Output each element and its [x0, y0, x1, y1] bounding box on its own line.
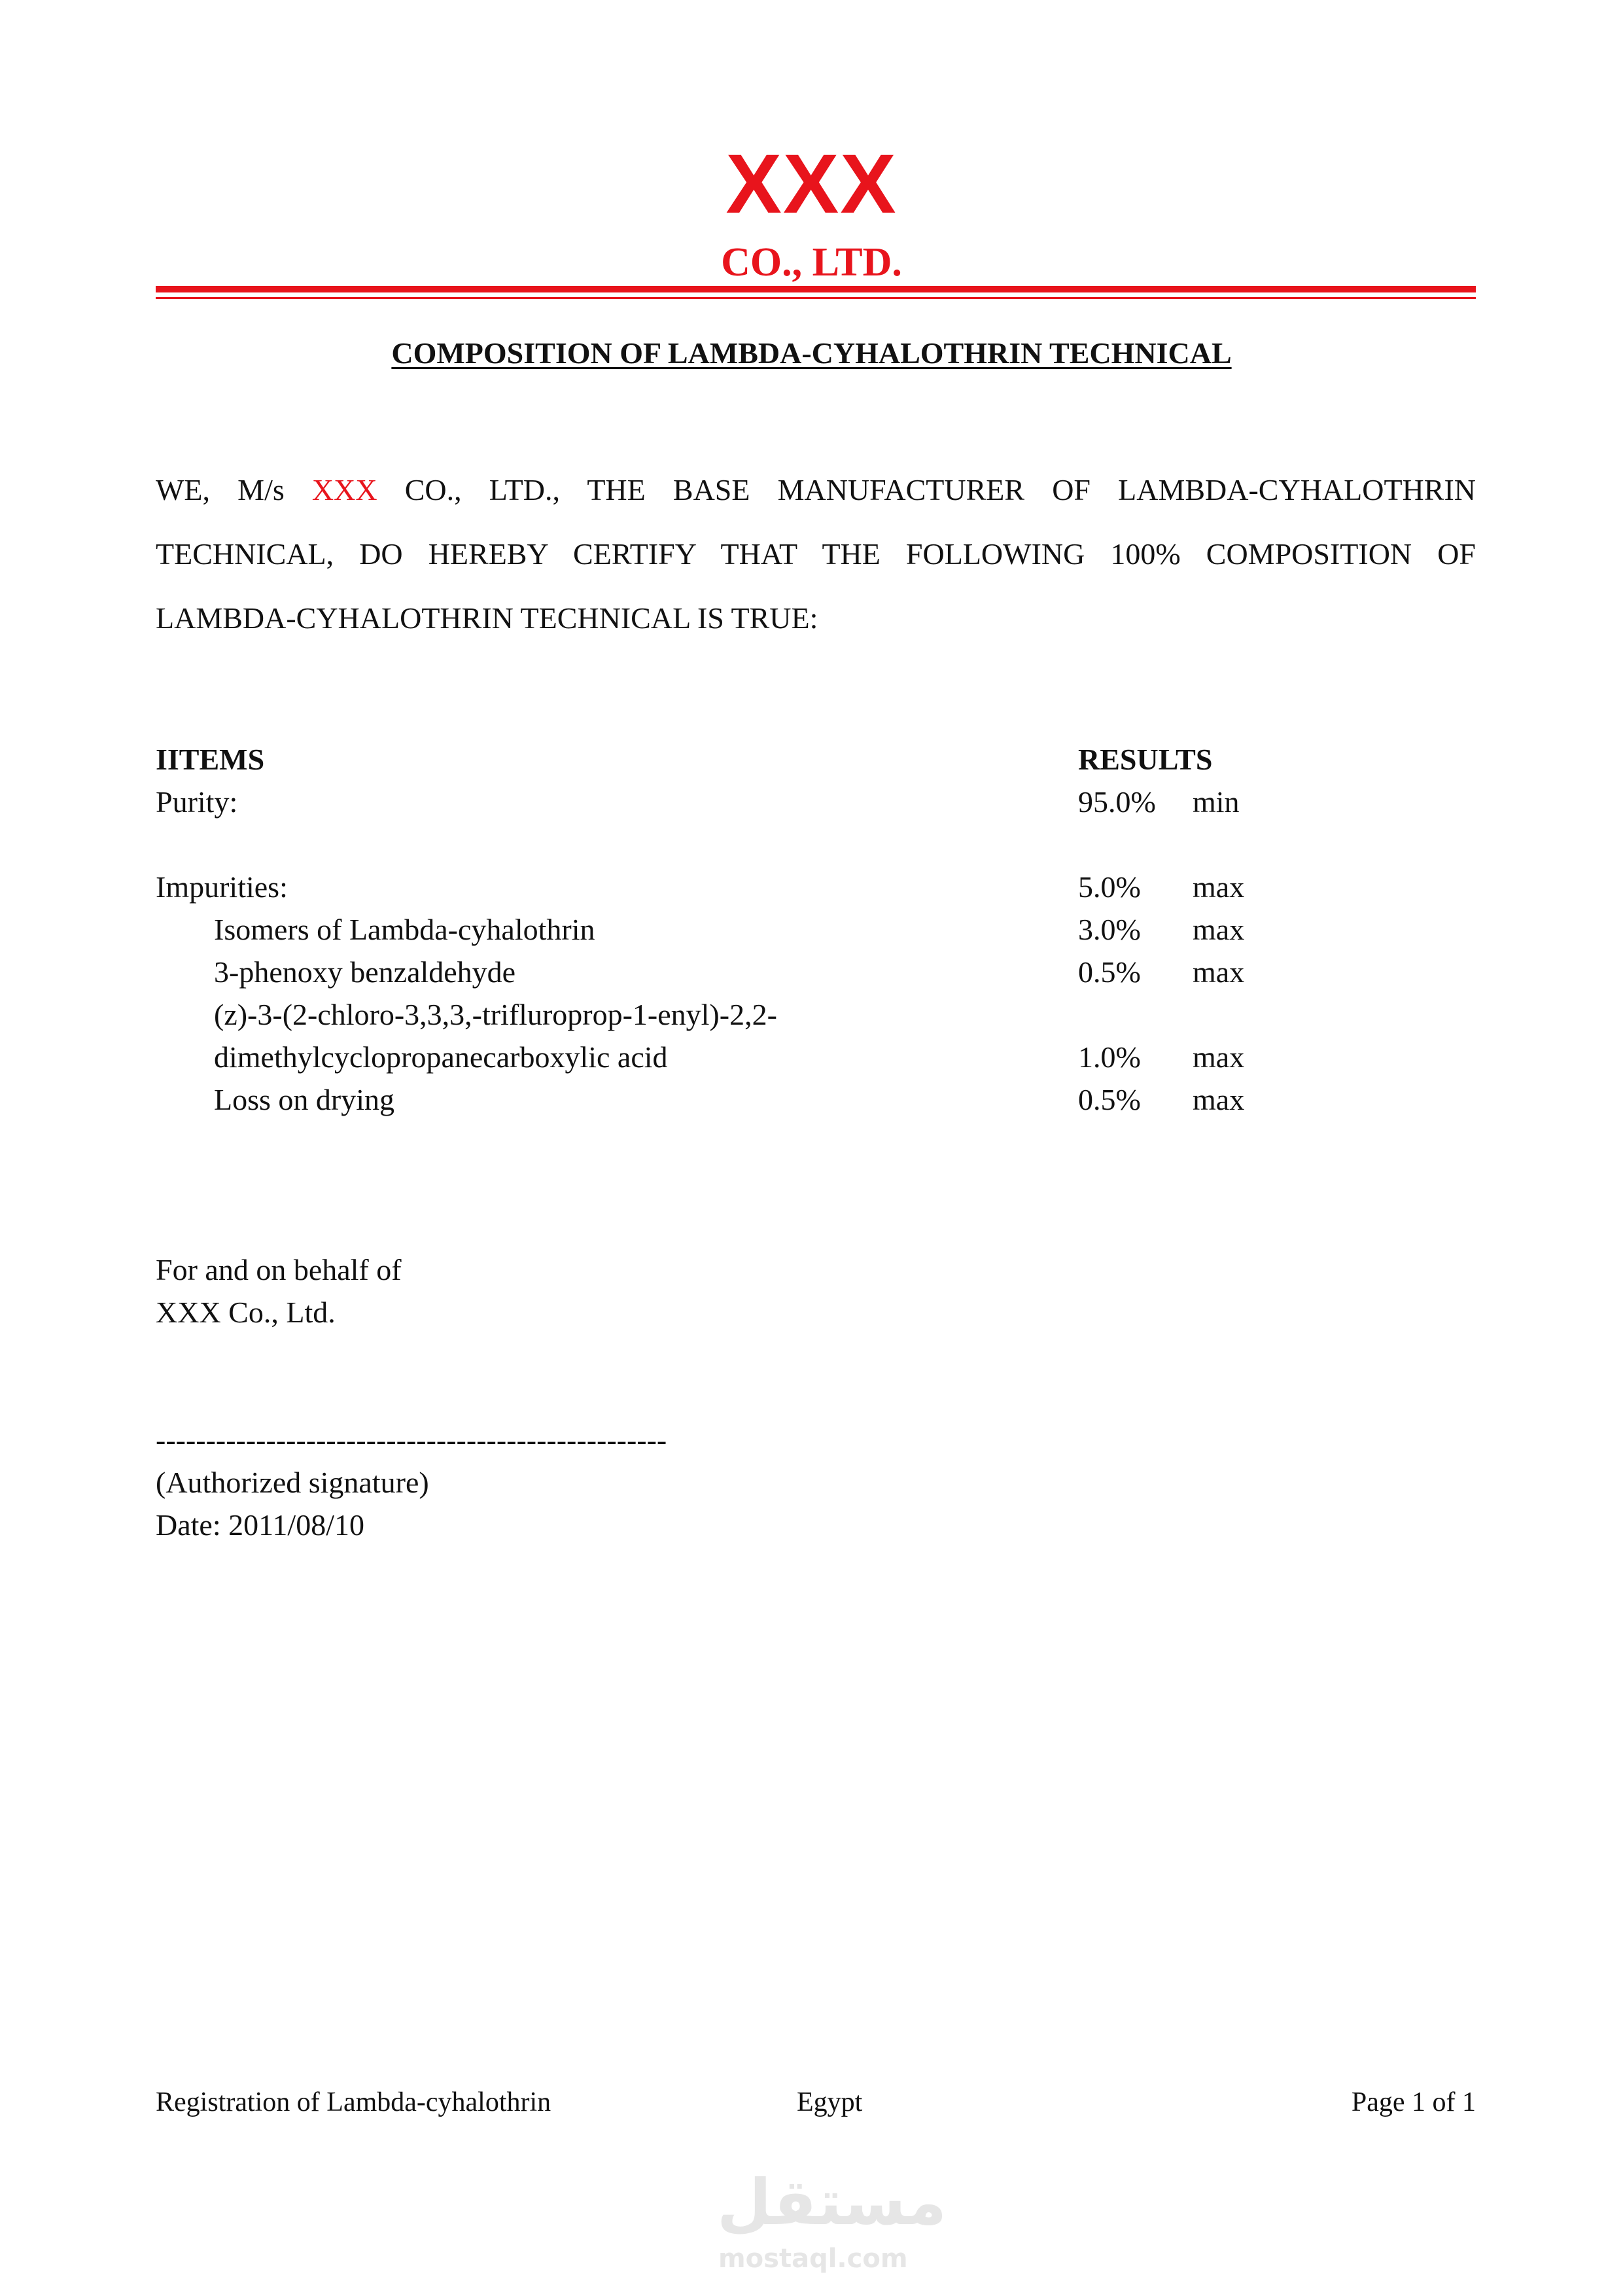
cert-prefix: WE, M/s: [156, 473, 285, 506]
cert-suffix: CO., LTD., THE BASE MANUFACTURER OF LAMBDA-CYHALOTHRIN: [404, 473, 1476, 506]
certification-paragraph: [156, 458, 1476, 650]
table-row-limit: max: [1193, 1083, 1245, 1116]
table-row-label: (z)-3-(2-chloro-3,3,3,-trifluroprop-1-enyl)-2,2-: [214, 998, 777, 1031]
table-row-label: dimethylcyclopropanecarboxylic acid: [214, 1040, 668, 1074]
mostaql-watermark-url: mostaql.com: [718, 2244, 908, 2274]
cert-company-highlight: XXX: [311, 473, 377, 506]
table-row-limit: max: [1193, 955, 1245, 989]
table-row-value: 3.0%: [1078, 913, 1141, 946]
table-row-value: 5.0%: [1078, 870, 1141, 904]
table-row-label: Loss on drying: [214, 1083, 394, 1116]
table-row-value: 0.5%: [1078, 1083, 1141, 1116]
company-logo-suffix: CO., LTD.: [721, 240, 902, 285]
table-row-label: Impurities:: [156, 870, 288, 904]
table-row-value: 1.0%: [1078, 1040, 1141, 1074]
signoff-behalf-line: For and on behalf of: [156, 1253, 402, 1286]
table-row-limit: max: [1193, 870, 1245, 904]
footer-registration: Registration of Lambda-cyhalothrin: [156, 2087, 551, 2117]
table-row-label: Isomers of Lambda-cyhalothrin: [214, 913, 595, 946]
signature-caption: (Authorized signature): [156, 1466, 429, 1499]
signoff-date: Date: 2011/08/10: [156, 1508, 364, 1542]
company-logo-mark: XXX: [725, 137, 898, 231]
table-row-value: 95.0%: [1078, 785, 1156, 819]
footer-page-number: Page 1 of 1: [1351, 2087, 1476, 2117]
table-row-label: 3-phenoxy benzaldehyde: [214, 955, 516, 989]
footer-country: Egypt: [797, 2087, 863, 2117]
table-row-limit: max: [1193, 1040, 1245, 1074]
certification-line-1: [156, 458, 1476, 522]
table-row-limit: max: [1193, 913, 1245, 946]
table-row-value: 0.5%: [1078, 955, 1141, 989]
letterhead-rule-thin: [156, 297, 1476, 299]
certification-line-2: TECHNICAL, DO HEREBY CERTIFY THAT THE FOLLOWING 100% COMPOSITION OF: [156, 537, 1476, 571]
letterhead-rule-thick: [156, 286, 1476, 292]
mostaql-watermark-logo: مستقل: [717, 2166, 947, 2239]
table-row-label: Purity:: [156, 785, 238, 819]
signature-line: ---------------------------------------------------: [156, 1423, 667, 1457]
signoff-company-line: XXX Co., Ltd.: [156, 1296, 336, 1329]
certification-line-3: LAMBDA-CYHALOTHRIN TECHNICAL IS TRUE:: [156, 601, 818, 635]
table-row-limit: min: [1193, 785, 1240, 819]
table-header-results: RESULTS: [1078, 743, 1213, 776]
table-header-items: IITEMS: [156, 743, 265, 776]
document-title: COMPOSITION OF LAMBDA-CYHALOTHRIN TECHNICAL: [391, 336, 1232, 370]
